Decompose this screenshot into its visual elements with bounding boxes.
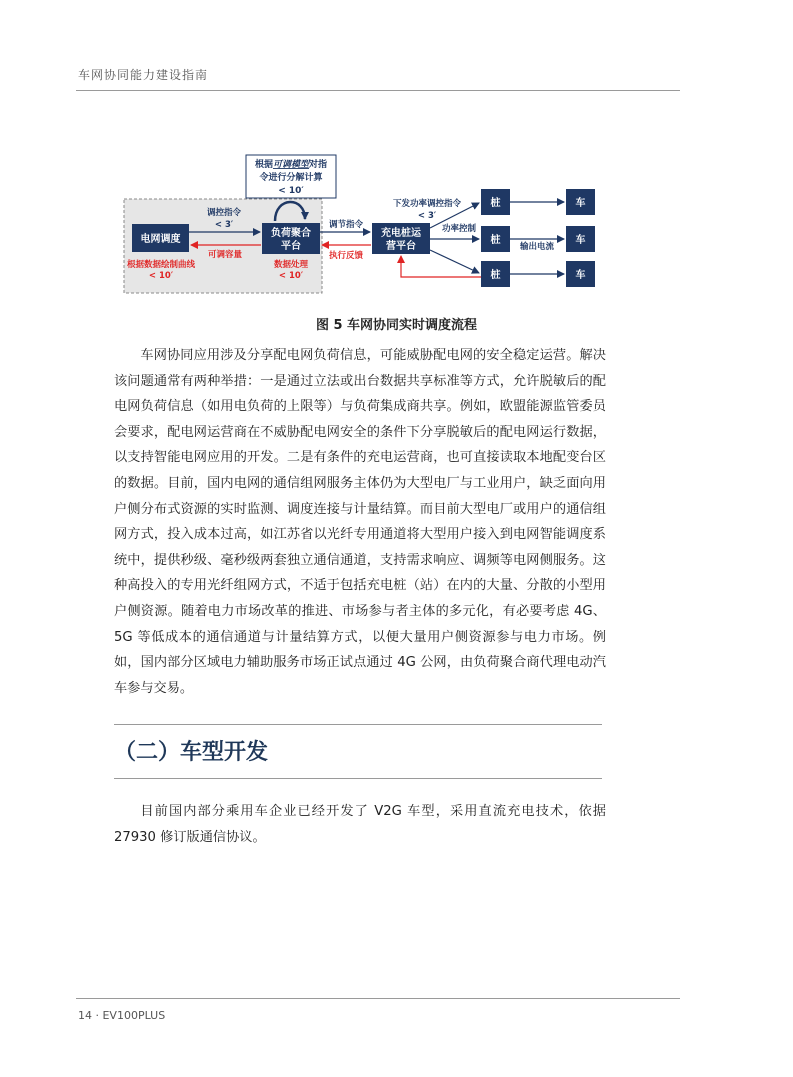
charging-operator-label-1: 充电桩运 <box>381 228 421 239</box>
processing-label-1: 数据处理 <box>273 260 309 270</box>
decomposition-note-line-2: 令进行分解计算 <box>259 173 323 183</box>
paragraph: 车网协同应用涉及分享配电网负荷信息，可能威胁配电网的安全稳定运营。解决该问题通常有两种举措：一是通过立法或出台数据共享标准等方式，允许脱敏后的配电网负荷信息（如用电负荷的上限等）与负荷集成商共享。例如，欧盟能源监管委员会要求，配电网运营商在不威胁配电网安全的条件下分享脱敏后的配电网运行数据，以支持智能电网应用的开发。二是有条件的充电运营商，也可直接读取本地配变台区的数据。目前，国内电网的通信组网服务主体仍为大型电厂与工业用户，缺乏面向用户侧分布式资源的实时监测、调度连接与计量结算。而目前大型电厂或用户的通信组网方式，投入成本过高，如江苏省以光纤专用通道将大型用户接入到电网智能调度系统中，提供秒级、毫秒级两套独立通信通道，支持需求响应、调频等电网侧服务。这种高投入的专用光纤组网方式，不适于包括充电桩（站）在内的大量、分散的小型用户侧资源。随着电力市场改革的推进、市场参与者主体的多元化，有必要考虑 4G、5G 等低成本的通信通道与计量结算方式，以便大量用户侧资源参与电力市场。例如，国内部分区域电力辅助服务市场正试点通过 4G 公网，由负荷聚合商代理电动汽车参与交易。 <box>114 348 606 696</box>
load-aggregation-label-1: 负荷聚合 <box>271 228 311 239</box>
pile-label-2: 桩 <box>490 235 501 246</box>
power-arrow-to-pile-3 <box>430 250 479 273</box>
load-aggregation-label-2: 平台 <box>281 241 301 252</box>
car-label-2: 车 <box>575 235 586 246</box>
cmd-time-1: < 3′ <box>214 220 234 230</box>
car-label-3: 车 <box>575 270 586 281</box>
car-label-1: 车 <box>575 198 586 209</box>
capacity-label: 可调容量 <box>207 250 243 260</box>
pile-feedback-arrow <box>401 256 481 277</box>
running-header: 车网协同能力建设指南 <box>78 68 209 82</box>
power-cmd-time: < 3′ <box>417 211 437 221</box>
section-body-text <box>114 799 606 850</box>
processing-label-2: < 10′ <box>278 271 304 281</box>
decomposition-note-line-1: 根据可调模型对指 <box>254 160 328 170</box>
feedback-label: 执行反馈 <box>328 251 364 261</box>
grid-dispatch-label: 电网调度 <box>140 234 181 245</box>
body-text <box>114 343 606 701</box>
paragraph: 目前国内部分乘用车企业已经开发了 V2G 车型，采用直流充电技术，依据 27930 修订版通信协议。 <box>114 804 606 845</box>
power-control-label: 功率控制 <box>441 224 477 234</box>
decomposition-note-time: < 10′ <box>278 186 304 196</box>
section-divider-top <box>114 724 602 725</box>
pile-label-3: 桩 <box>490 270 501 281</box>
page-footer: 14 · EV100PLUS <box>78 1009 166 1022</box>
section-divider-bottom <box>114 778 602 779</box>
curve-label-1: 根据数据绘制曲线 <box>126 260 196 270</box>
cmd-label-2: 调节指令 <box>328 220 364 230</box>
output-current-label: 输出电流 <box>519 242 555 252</box>
figure-caption: 图 5 车网协同实时调度流程 <box>315 318 478 333</box>
curve-label-2: < 10′ <box>148 271 174 281</box>
section-title: （二）车型开发 <box>114 740 269 765</box>
cmd-label-1: 调控指令 <box>206 208 242 218</box>
pile-label-1: 桩 <box>490 198 501 209</box>
realtime-dispatch-flow-diagram <box>0 0 793 310</box>
power-cmd-label: 下发功率调控指令 <box>392 199 462 209</box>
charging-operator-label-2: 营平台 <box>386 241 416 252</box>
footer-divider <box>76 998 680 999</box>
